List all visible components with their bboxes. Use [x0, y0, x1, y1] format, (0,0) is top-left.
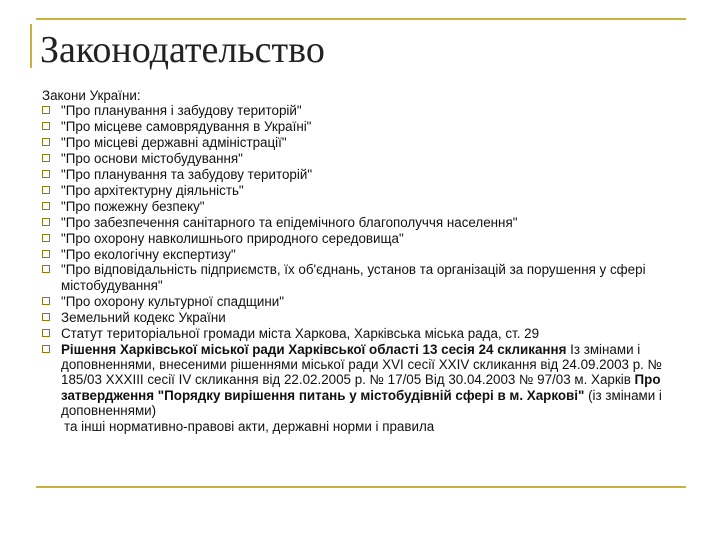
list-item-text: Статут територіальної громади міста Харкова, Харківська міська рада, ст. 29	[61, 325, 540, 341]
list-item-text: "Про основи містобудування"	[61, 151, 243, 167]
square-bullet-icon	[42, 138, 50, 146]
bottom-divider	[36, 486, 686, 488]
square-bullet-icon	[42, 106, 50, 114]
list-item	[42, 119, 687, 134]
list-item	[42, 231, 687, 246]
list-item-kharkiv-decision	[42, 342, 687, 419]
list-item-text: "Про планування і забудову територій"	[61, 103, 302, 119]
square-bullet-icon	[42, 202, 50, 210]
list-item-text: Земельний кодекс України	[61, 309, 226, 325]
square-bullet-icon	[42, 154, 50, 162]
laws-intro: Закони України:	[42, 88, 141, 103]
list-item-text: "Про відповідальність підприємств, їх об'єднань, установ та організацій за порушення у сфері містобудування"	[61, 262, 646, 293]
list-item-text: "Про пожежну безпеку"	[61, 198, 205, 214]
list-item-text: "Про охорону навколишнього природного середовища"	[61, 230, 404, 246]
list-item-text: "Про місцеві державні адміністрації"	[61, 135, 287, 151]
slide-title: Законодательство	[40, 29, 325, 71]
left-divider	[30, 24, 32, 68]
square-bullet-icon	[42, 329, 50, 337]
laws-outro: та інші нормативно-правові акти, державні норми і правила	[64, 419, 435, 435]
square-bullet-icon	[42, 170, 50, 178]
list-item-text: "Про планування та забудову територій"	[61, 167, 313, 183]
list-item	[42, 262, 687, 293]
list-item	[42, 135, 687, 150]
square-bullet-icon	[42, 218, 50, 226]
list-item	[42, 294, 687, 309]
square-bullet-icon	[42, 250, 50, 258]
list-item	[42, 151, 687, 166]
square-bullet-icon	[42, 313, 50, 321]
list-item	[42, 247, 687, 262]
list-item	[42, 167, 687, 182]
slide-body	[42, 88, 687, 434]
decision-title: Рішення Харківської міської ради Харківської області 13 сесія 24 скликання	[61, 341, 567, 357]
list-item-text: "Про екологічну експертизу"	[61, 246, 236, 262]
list-item-text: "Про охорону культурної спадщини"	[61, 293, 285, 309]
square-bullet-icon	[42, 265, 50, 273]
laws-list	[42, 103, 687, 418]
top-divider	[36, 18, 686, 20]
list-item-text: "Про місцеве самоврядування в Україні"	[61, 119, 312, 135]
list-item	[42, 326, 687, 341]
decision-amendments: Із змінами і доповненнями, внесеними рішеннями міської ради XVI сесії XXIV скликання від 24.09.2003 р. № 185/03 XXXIII сесії IV скликання від 22.02.2005 р. № 17/05 Від 30.04.2003 № 97/03 м. Харків	[61, 341, 662, 388]
list-item	[42, 183, 687, 198]
list-item	[42, 103, 687, 118]
square-bullet-icon	[42, 345, 50, 353]
square-bullet-icon	[42, 234, 50, 242]
list-item	[42, 215, 687, 230]
decision-subject: Про затвердження "Порядку вирішення питань у містобудівній сфері в м. Харкові"	[61, 372, 661, 403]
list-item-text: "Про архітектурну діяльність"	[61, 182, 244, 198]
list-item	[42, 199, 687, 214]
square-bullet-icon	[42, 122, 50, 130]
square-bullet-icon	[42, 297, 50, 305]
list-item	[42, 310, 687, 325]
square-bullet-icon	[42, 186, 50, 194]
decision-note: (із змінами і доповненнями)	[61, 387, 662, 419]
list-item-text: "Про забезпечення санітарного та епідемічного благополуччя населення"	[61, 214, 518, 230]
